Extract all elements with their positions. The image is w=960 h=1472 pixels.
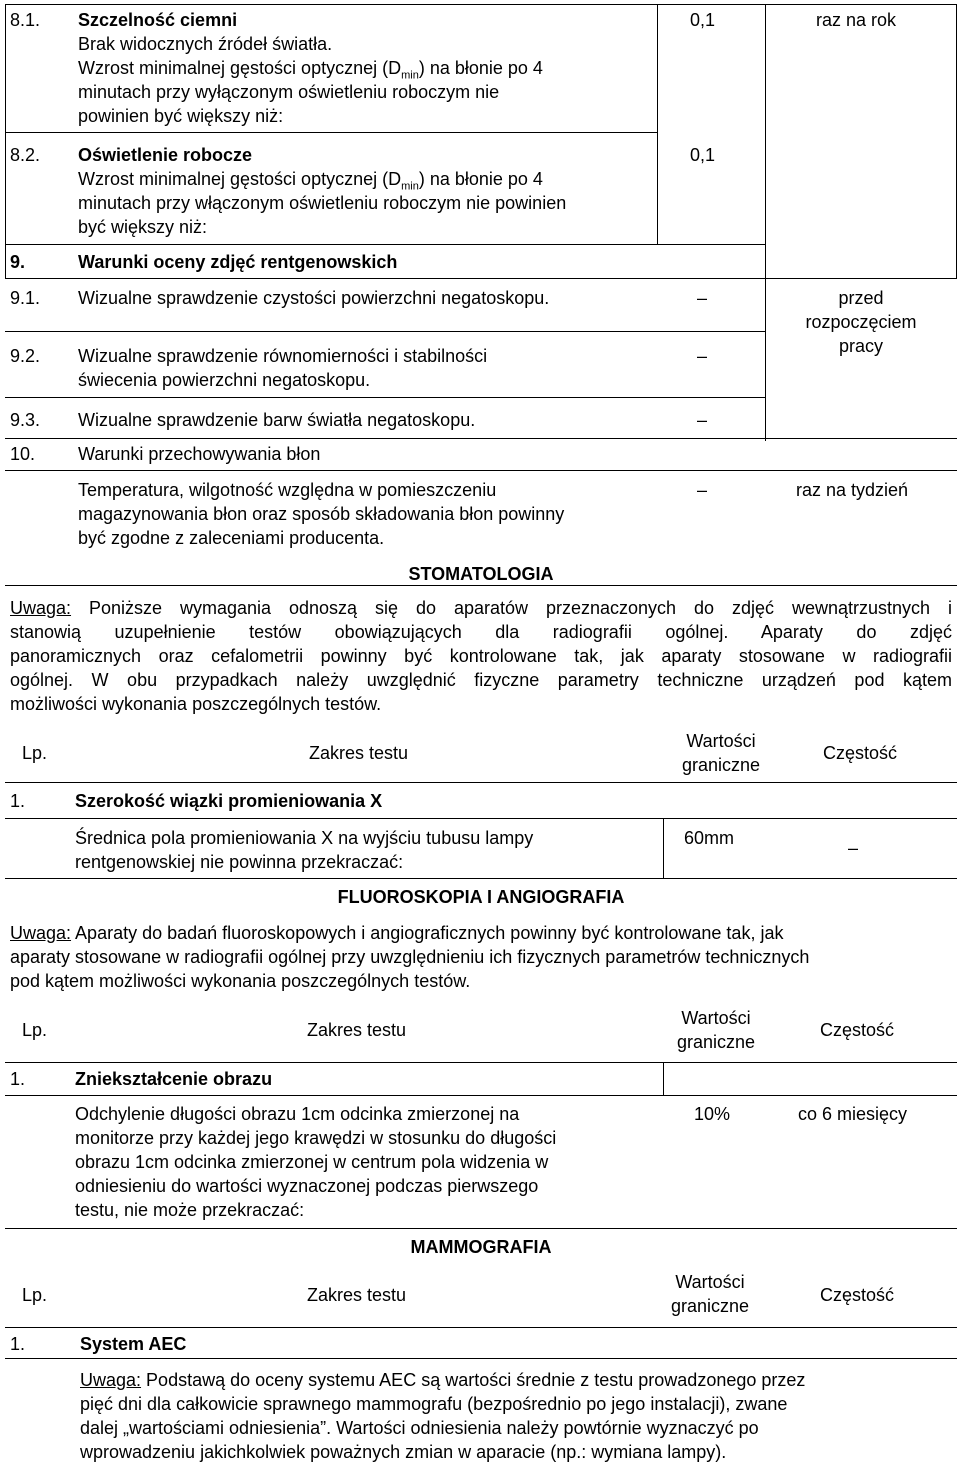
row-8-1-text: Brak widocznych źródeł światła. <box>78 34 333 54</box>
stomatologia-item-1-text: Średnica pola promieniowania X na wyjściu tubusu lampy <box>75 828 534 848</box>
section-9-title: Warunki oceny zdjęć rentgenowskich <box>78 252 398 272</box>
row-8-1-text: powinien być większy niż: <box>78 106 284 126</box>
row-8-1-text: Wzrost minimalnej gęstości optycznej $(D_{min})$ na błonie po 4 <box>78 58 543 82</box>
row-9-2-number: 9.2. <box>10 346 41 366</box>
row-8-2-number: 8.2. <box>10 145 41 165</box>
row-9-1-dash: – <box>697 288 708 308</box>
stomatologia-item-1-title: Szerokość wiązki promieniowania X <box>75 791 383 811</box>
mammografia-header-czestosc: Częstość <box>820 1285 895 1305</box>
fluoroskopia-item-1-frequency: co 6 miesięcy <box>798 1104 908 1124</box>
section-10-text: magazynowania błon oraz sposób składowania błon powinny <box>78 504 565 524</box>
rule <box>5 470 957 471</box>
mammografia-note: Uwaga: Podstawą do oceny systemu AEC są wartości średnie z testu prowadzonego przez pięć dni dla całkowicie sprawnego mammografu (bezpośrednio po jego instalacji), zwane dalej „wartościami odniesienia”. Wartości odniesienia należy powtórnie wyznaczyć po wprowadzeniu jakichkolwiek poważnych zmian w aparacie (np.: wymiana lampy). <box>80 1370 806 1462</box>
rule <box>5 278 957 279</box>
row-8-1-value: 0,1 <box>690 10 716 30</box>
rule <box>663 1062 664 1095</box>
rule <box>657 4 658 244</box>
row-9-3-text: Wizualne sprawdzenie barw światła negatoskopu. <box>78 410 476 430</box>
row-9-1-number: 9.1. <box>10 288 41 308</box>
fluoroskopia-header-czestosc: Częstość <box>820 1020 895 1040</box>
rule <box>5 818 957 819</box>
mammografia-item-1-number: 1. <box>10 1334 26 1354</box>
stomatologia-header-wartosci: Wartości graniczne <box>681 731 761 775</box>
row-8-1-title: Szczelność ciemni <box>78 10 238 30</box>
stomatologia-item-1-text: rentgenowskiej nie powinna przekraczać: <box>75 852 404 872</box>
rule <box>5 1095 957 1096</box>
fluoroskopia-item-1-text: Odchylenie długości obrazu 1cm odcinka zmierzonej na monitorze przy każdej jego krawędzi w stosunku do długości obrazu 1cm odcinka zmierzonej w centrum pola widzenia w odniesieniu do wartości wyznaczonej podczas pierwszego testu, nie może przekraczać: <box>75 1104 557 1220</box>
fluoroskopia-item-1-number: 1. <box>10 1069 26 1089</box>
fluoroskopia-note: Uwaga: Aparaty do badań fluoroskopowych i angiograficznych powinny być kontrolowane tak, jak aparaty stosowane w radiografii ogólnej przy uwzględnieniu ich fizycznych parametrów technicznych pod kątem możliwości wykonania poszczególnych testów. <box>10 923 810 991</box>
section-9-frequency: przed rozpoczęciem pracy <box>805 288 917 356</box>
section-9-number: 9. <box>10 252 26 272</box>
fluoroskopia-item-1-title: Zniekształcenie obrazu <box>75 1069 273 1089</box>
section-10-number: 10. <box>10 444 36 464</box>
rule <box>956 4 957 278</box>
stomatologia-header-czestosc: Częstość <box>823 743 898 763</box>
rule <box>5 1327 957 1328</box>
section-10-dash: – <box>697 480 708 500</box>
rule <box>663 818 664 878</box>
row-8-1-text: minutach przy wyłączonym oświetleniu roboczym nie <box>78 82 500 102</box>
rule <box>5 4 6 278</box>
rule <box>5 1062 957 1063</box>
row-8-1-frequency: raz na rok <box>816 10 897 30</box>
rule <box>765 4 766 441</box>
mammografia-header-lp: Lp. <box>22 1285 48 1305</box>
row-8-2-text: być większy niż: <box>78 217 208 237</box>
row-8-2-value: 0,1 <box>690 145 716 165</box>
rule <box>5 1358 957 1359</box>
rule <box>5 782 957 783</box>
fluoroskopia-item-1-value: 10% <box>694 1104 731 1124</box>
row-9-2-dash: – <box>697 346 708 366</box>
mammografia-item-1-title: System AEC <box>80 1334 187 1354</box>
fluoroskopia-header-lp: Lp. <box>22 1020 48 1040</box>
fluoroskopia-header-wartosci: Wartości graniczne <box>676 1008 756 1052</box>
stomatologia-item-1-number: 1. <box>10 791 26 811</box>
mammografia-header-zakres: Zakres testu <box>307 1285 407 1305</box>
section-10-title: Warunki przechowywania błon <box>78 444 321 464</box>
rule <box>5 878 957 879</box>
row-8-2-text: Wzrost minimalnej gęstości optycznej $(D_{min})$ na błonie po 4 <box>78 169 543 193</box>
stomatologia-note: Uwaga: Poniższe wymagania odnoszą się do aparatów przeznaczonych do zdjęć wewnątrzustnych i stanowią uzupełnienie testów obowiązujących dla radiografii ogólnej. Aparaty do zdjęć panoramicznych oraz cefalometrii powinny być kontrolowane tak, jak aparaty stosowane w radiografii ogólnej. W obu przypadkach należy uwzględnić fizyczne parametry techniczne urządzeń pod kątem możliwości wykonania poszczególnych testów. <box>10 598 952 714</box>
stomatologia-item-1-value: 60mm <box>684 828 735 848</box>
mammografia-header-wartosci: Wartości graniczne <box>670 1272 750 1316</box>
rule <box>5 1228 957 1229</box>
section-10-frequency: raz na tydzień <box>796 480 909 500</box>
stomatologia-header-zakres: Zakres testu <box>309 743 409 763</box>
row-9-3-dash: – <box>697 410 708 430</box>
rule <box>5 132 657 133</box>
row-8-2-text: minutach przy włączonym oświetleniu roboczym nie powinien <box>78 193 567 213</box>
section-10-text: Temperatura, wilgotność względna w pomieszczeniu <box>78 480 497 500</box>
section-heading-fluoroskopia: FLUOROSKOPIA I ANGIOGRAFIA <box>337 887 625 907</box>
row-9-1-text: Wizualne sprawdzenie czystości powierzchni negatoskopu. <box>78 288 550 308</box>
rule <box>5 244 765 245</box>
row-8-1-number: 8.1. <box>10 10 41 30</box>
stomatologia-header-lp: Lp. <box>22 743 48 763</box>
stomatologia-item-1-frequency: – <box>848 838 859 858</box>
rule <box>5 4 957 5</box>
rule <box>5 397 765 398</box>
row-9-2-text: Wizualne sprawdzenie równomierności i stabilności <box>78 346 488 366</box>
fluoroskopia-header-zakres: Zakres testu <box>307 1020 407 1040</box>
row-9-2-text: świecenia powierzchni negatoskopu. <box>78 370 371 390</box>
rule <box>5 438 957 439</box>
section-heading-stomatologia: STOMATOLOGIA <box>408 564 554 584</box>
rule <box>5 331 765 332</box>
row-9-3-number: 9.3. <box>10 410 41 430</box>
row-8-2-title: Oświetlenie robocze <box>78 145 253 165</box>
section-heading-mammografia: MAMMOGRAFIA <box>410 1237 552 1257</box>
section-10-text: być zgodne z zaleceniami producenta. <box>78 528 385 548</box>
